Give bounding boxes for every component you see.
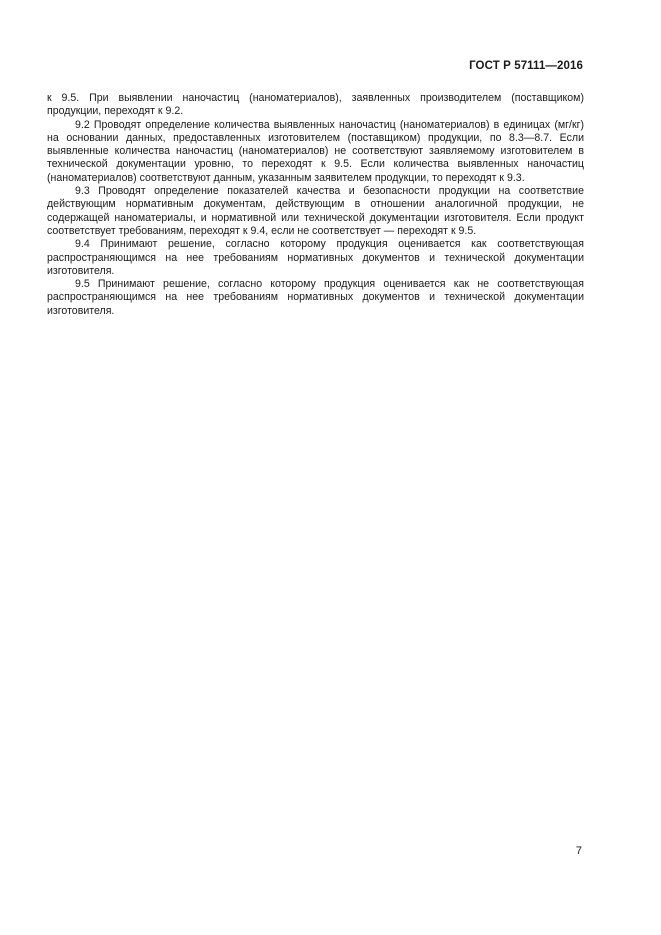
paragraph-9-2: 9.2 Проводят определение количества выявленных наночастиц (наноматериалов) в единицах (мг/кг) на основании данных, предоставленных изготовителем (поставщиком) продукции, по 8.3—8.7. Если выявленные количества наночастиц (наноматериалов) не соответствуют заявляемому изготовителем в технической документации уровню, то переходят к 9.5. Если количества выявленных наночастиц (наноматериалов) соответствуют данным, указанным заявителем продукции, то переходят к 9.3. [47,118,584,184]
document-body [47,92,584,318]
standard-header: ГОСТ Р 57111—2016 [469,60,583,72]
page-number: 7 [575,845,582,857]
paragraph-continuation: к 9.5. При выявлении наночастиц (наноматериалов), заявленных производителем (поставщиком) продукции, переходят к 9.2. [47,92,584,118]
paragraph-9-5: 9.5 Принимают решение, согласно которому продукция оценивается как не соответствующая распространяющимся на нее требованиям нормативных документов и технической документации изготовителя. [47,278,584,317]
paragraph-9-3: 9.3 Проводят определение показателей качества и безопасности продукции на соответствие действующим нормативным документам, действующим в отношении аналогичной продукции, не содержащей наноматериалы, и нормативной или технической документации изготовителя. Если продукт соответствует требованиям, переходят к 9.4, если не соответствует — переходят к 9.5. [47,185,584,237]
paragraph-9-4: 9.4 Принимают решение, согласно которому продукция оценивается как соответствующая распространяющимся на нее требованиям нормативных документов и технической документации изготовителя. [47,238,584,277]
